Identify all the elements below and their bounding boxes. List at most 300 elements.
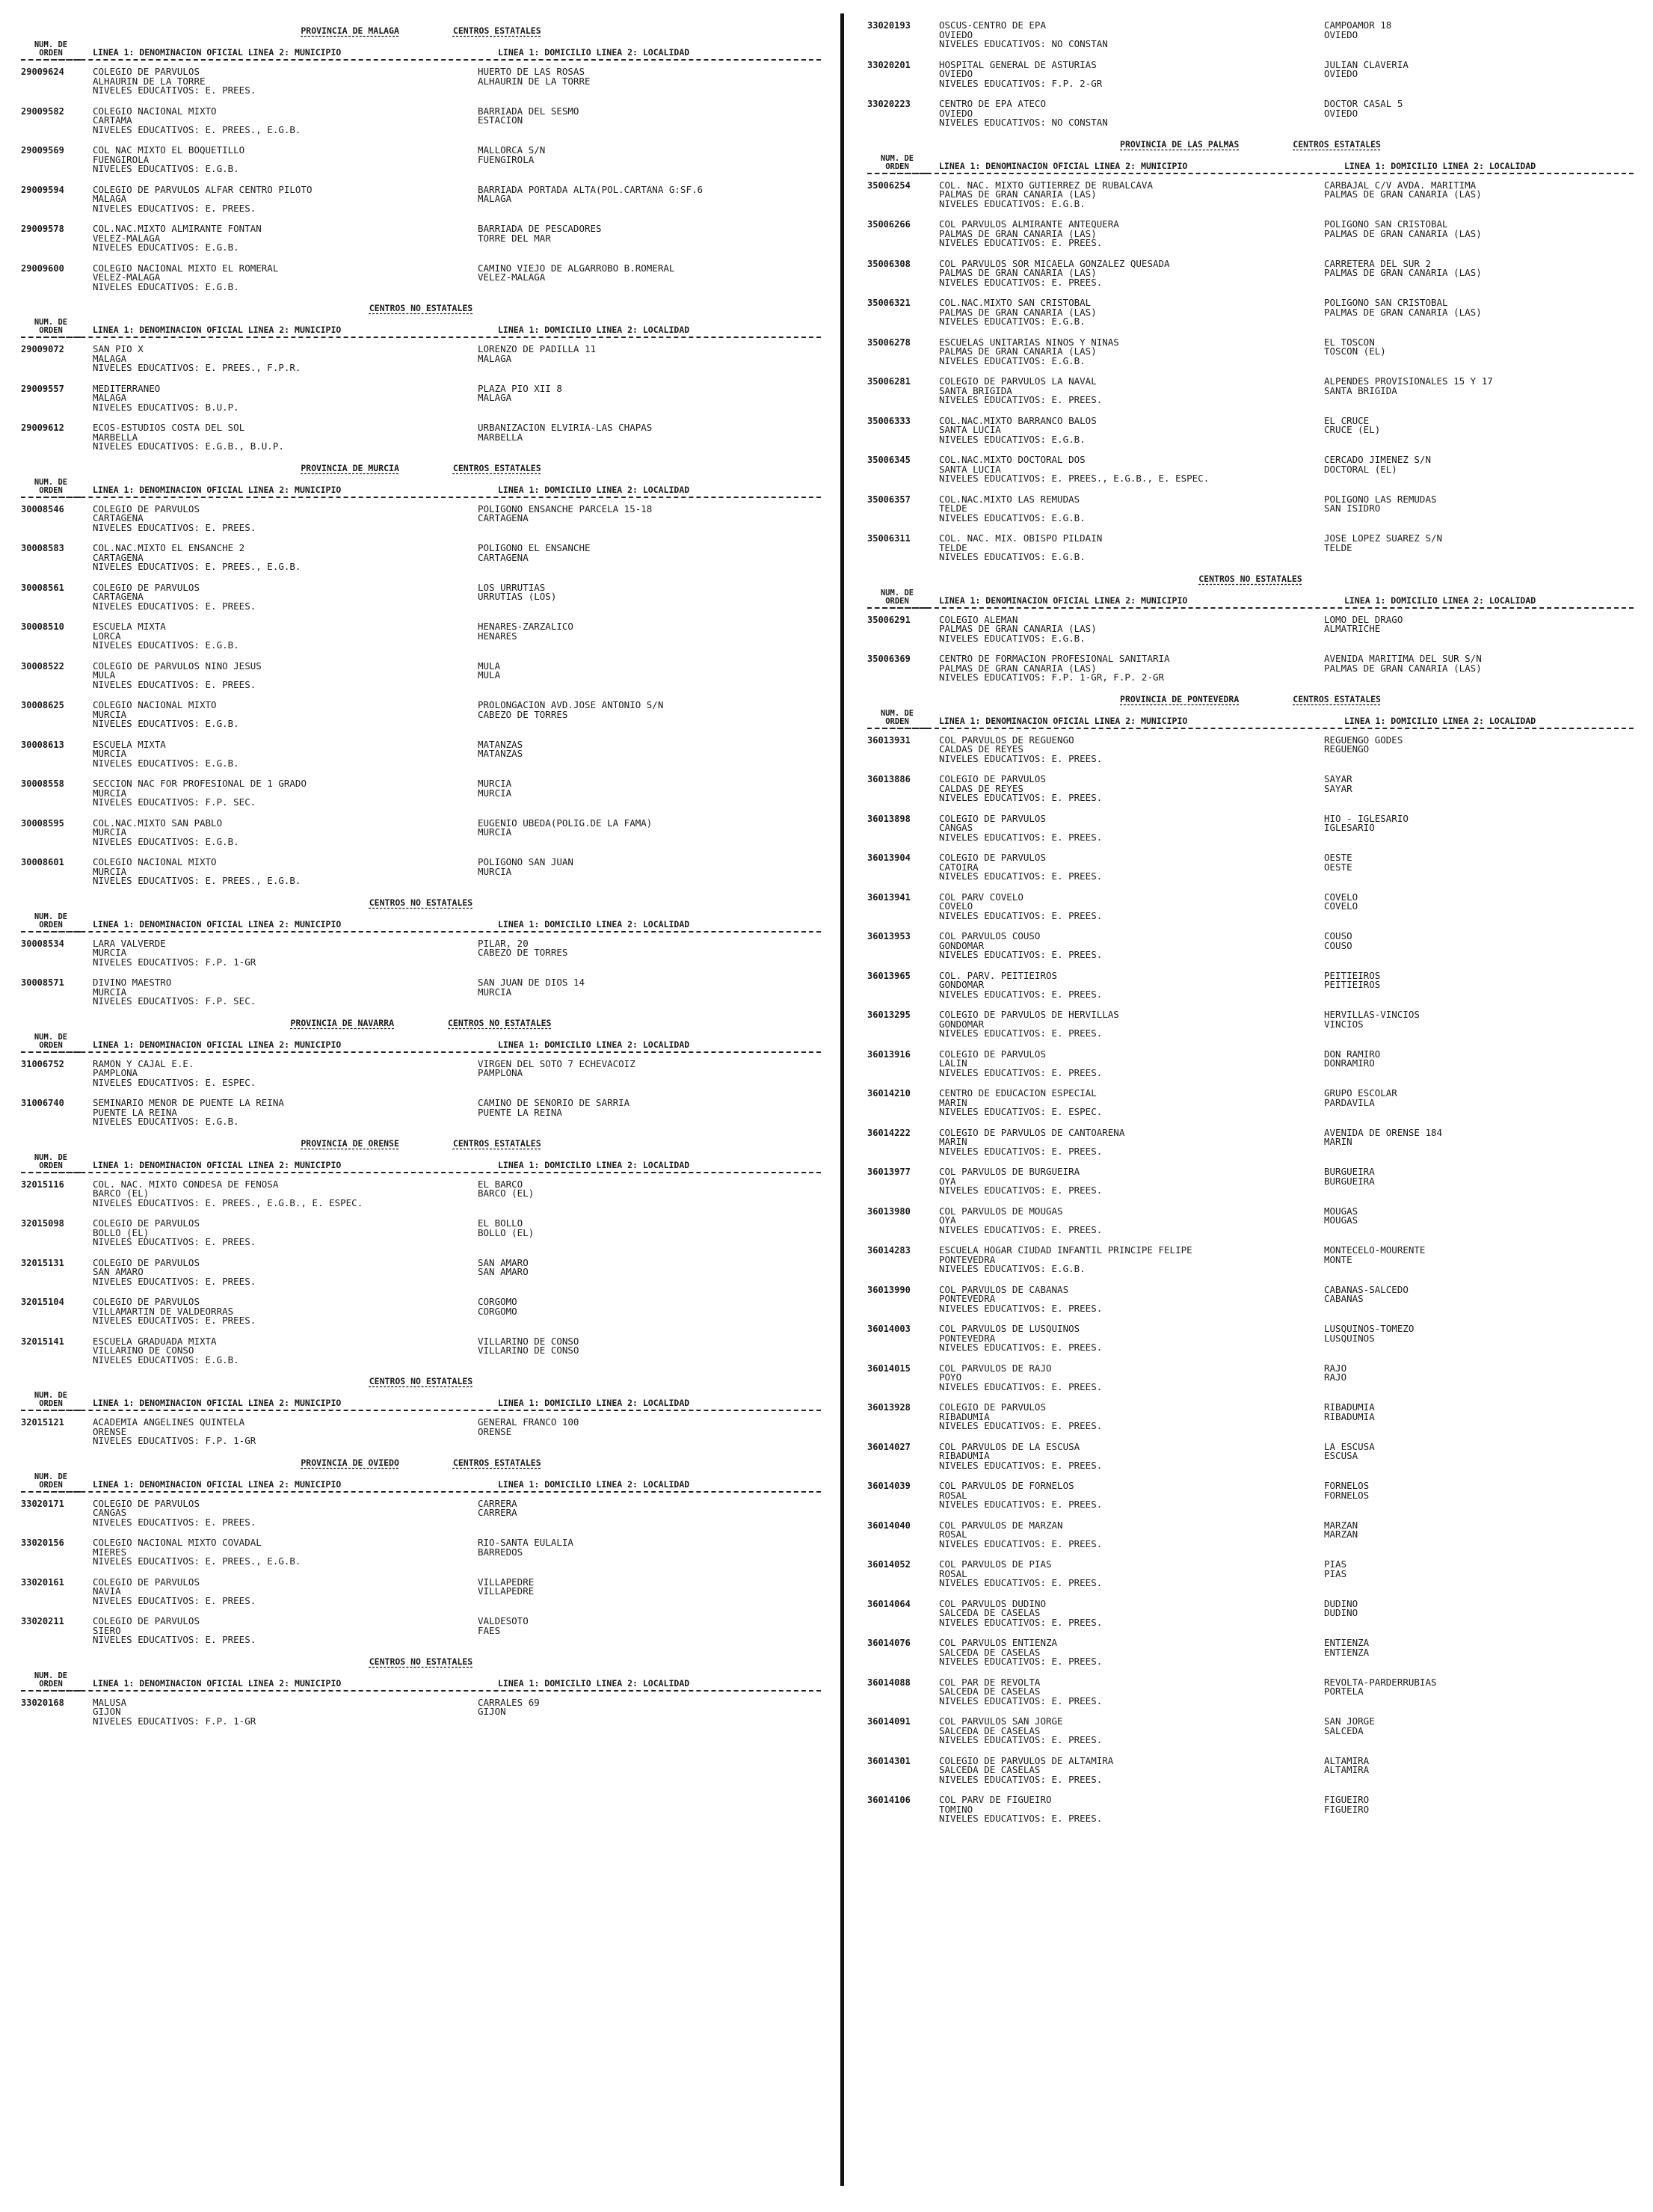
entry-niveles: NIVELES EDUCATIVOS: E.G.B. [939,513,1086,523]
entry-domicilio: POLIGONO SAN JUAN [478,858,573,867]
entry-niveles: NIVELES EDUCATIVOS: E. PREES. [939,1382,1103,1392]
school-entry [867,1403,1634,1431]
entry-name: COLEGIO DE PARVULOS DE HERVILLAS [939,1010,1119,1020]
entry-niveles: NIVELES EDUCATIVOS: E. PREES. [939,1343,1103,1353]
entry-niveles: NIVELES EDUCATIVOS: E. PREES. [939,1657,1103,1667]
entry-domicilio: LOMO DEL DRAGO [1324,615,1403,624]
entry-niveles: NIVELES EDUCATIVOS: E.G.B. [939,633,1086,643]
entry-localidad: ESTACION [478,116,523,126]
entry-denominacion [933,259,1324,288]
entry-denominacion [933,1324,1324,1353]
school-entry [21,1337,821,1365]
entry-domicilio: REVOLTA-PARDERRUBIAS [1324,1677,1437,1687]
entry-niveles: NIVELES EDUCATIVOS: E. PREES. [939,1422,1103,1431]
entry-address [478,67,821,96]
header-num-line2: ORDEN [885,716,909,726]
school-entry [867,1285,1634,1314]
entry-localidad: MALAGA [478,194,512,204]
header-num-line1: NUM. DE [34,40,68,49]
entry-name: COLEGIO DE PARVULOS [93,1297,200,1307]
school-entry [867,495,1634,523]
entry-code: 36014064 [867,1598,911,1609]
header-num-line1: NUM. DE [34,318,68,327]
entry-name: COL PARVULOS SOR MICAELA GONZALEZ QUESADA [939,259,1170,268]
entry-niveles: NIVELES EDUCATIVOS: E.G.B. [939,1265,1086,1274]
entry-municipio: MURCIA [93,749,127,759]
entry-name: COL PARV COVELO [939,892,1023,902]
province-section [21,1376,821,1446]
entry-niveles: NIVELES EDUCATIVOS: E. PREES. [939,911,1103,921]
school-entry [867,1167,1634,1196]
entry-niveles: NIVELES EDUCATIVOS: E. PREES. [939,1539,1103,1549]
entry-niveles: NIVELES EDUCATIVOS: E. PREES. [939,1775,1103,1784]
header-num-orden [867,710,927,729]
entry-domicilio: BARRIADA PORTADA ALTA(POL.CARTANA G:SF.6 [478,185,704,194]
section-title [867,139,1634,150]
entry-denominacion [87,224,478,253]
entry-localidad: LUSQUINOS [1324,1333,1375,1343]
entry-address [1324,181,1634,209]
entry-municipio: MALAGA [93,354,127,363]
entry-denominacion [87,1060,478,1088]
header-denominacion: LINEA 1: DENOMINACION OFICIAL LINEA 2: MUNICIPIO [93,1398,342,1408]
header-num-line1: NUM. DE [34,912,68,921]
entry-municipio: PUENTE LA REINA [93,1107,177,1117]
entry-domicilio: PIAS [1324,1560,1347,1570]
entry-code: 36014210 [867,1088,911,1099]
entry-address [1324,1717,1634,1745]
entry-name: ESCUELA MIXTA [93,740,166,749]
entry-localidad: URRUTIAS (LOS) [478,592,557,602]
entry-code: 36013886 [867,774,911,784]
school-entry [21,1418,821,1446]
entry-localidad: DOCTORAL (EL) [1324,464,1397,474]
entry-address [1324,932,1634,960]
entry-address [478,1499,821,1528]
header-num-line2: ORDEN [885,596,909,606]
section-rows [867,736,1634,1824]
entry-code: 35006333 [867,415,911,426]
entry-domicilio: EL CRUCE [1324,416,1370,425]
entry-address [1324,1443,1634,1471]
entry-code: 33020223 [867,99,911,109]
section-rows [21,1698,821,1727]
entry-niveles: NIVELES EDUCATIVOS: E. PREES. [939,950,1103,960]
entry-denominacion [933,1285,1324,1314]
entry-code: 36014076 [867,1638,911,1648]
school-entry [21,740,821,769]
entry-domicilio: FORNELOS [1324,1481,1370,1491]
entry-address [478,1538,821,1567]
school-entry [867,932,1634,960]
school-entry [21,505,821,533]
entry-denominacion [933,1364,1324,1392]
entry-address [478,978,821,1007]
province-name: PROVINCIA DE LAS PALMAS [1120,138,1240,150]
province-section [21,303,821,452]
entry-address [1324,61,1634,89]
entry-domicilio: BARRIADA DEL SESMO [478,106,579,116]
entry-name: COL PARVULOS DE PIAS [939,1560,1052,1570]
section-title [21,463,821,473]
entry-domicilio: POLIGONO ENSANCHE PARCELA 15-18 [478,504,653,514]
entry-code: 35006278 [867,337,911,348]
entry-name: COL PARVULOS DE FORNELOS [939,1481,1074,1491]
section-title [21,25,821,36]
entry-denominacion [933,1443,1324,1471]
header-num-orden [21,1473,81,1493]
entry-localidad: PALMAS DE GRAN CANARIA (LAS) [1324,229,1482,239]
entry-niveles: NIVELES EDUCATIVOS: E. PREES. [939,1068,1103,1078]
entry-domicilio: CARRERA [478,1499,517,1508]
entry-code: 33020211 [21,1616,64,1626]
school-entry [867,21,1634,49]
entry-code: 35006345 [867,455,911,465]
entry-code: 32015131 [21,1257,64,1268]
entry-municipio: PALMAS DE GRAN CANARIA (LAS) [939,663,1097,673]
entry-domicilio: OESTE [1324,853,1352,863]
entry-code: 35006291 [867,614,911,625]
entry-name: COLEGIO NACIONAL MIXTO [93,701,217,710]
entry-code: 32015104 [21,1297,64,1307]
school-entry [867,1560,1634,1588]
entry-address [478,662,821,690]
school-entry [21,544,821,572]
entry-name: COL.NAC.MIXTO ALMIRANTE FONTAN [93,224,262,234]
entry-name: MEDITERRANEO [93,384,161,393]
entry-name: SEMINARIO MENOR DE PUENTE LA REINA [93,1099,284,1108]
header-num-line2: ORDEN [39,485,63,495]
entry-code: 29009594 [21,184,64,195]
header-domicilio: LINEA 1: DOMICILIO LINEA 2: LOCALIDAD [498,325,690,335]
entry-code: 36014039 [867,1481,911,1491]
entry-denominacion [933,1403,1324,1431]
entry-localidad: MOUGAS [1324,1216,1358,1226]
entry-address [1324,1521,1634,1549]
entry-domicilio: MATANZAS [478,740,523,749]
entry-municipio: CARTAGENA [93,592,144,602]
entry-name: COL PARV DE FIGUEIRO [939,1795,1052,1805]
entry-code: 29009569 [21,145,64,156]
entry-localidad: FORNELOS [1324,1490,1370,1500]
entry-address [478,583,821,612]
province-name: PROVINCIA DE MURCIA [301,462,399,473]
entry-domicilio: MALLORCA S/N [478,146,546,156]
entry-municipio: PALMAS DE GRAN CANARIA (LAS) [939,229,1097,239]
entry-denominacion [933,814,1324,843]
entry-denominacion [933,775,1324,803]
entry-niveles: NIVELES EDUCATIVOS: F.P. 1-GR [93,1716,256,1726]
entry-localidad: DONRAMIRO [1324,1059,1375,1069]
entry-municipio: BARCO (EL) [93,1189,150,1199]
school-entry [21,1698,821,1727]
entry-domicilio: SAN JORGE [1324,1717,1375,1727]
header-num-orden [21,41,81,61]
province-section [867,21,1634,128]
entry-domicilio: GENERAL FRANCO 100 [478,1418,579,1428]
entry-municipio: LORCA [93,631,121,641]
entry-code: 29009072 [21,344,64,354]
entry-localidad: PALMAS DE GRAN CANARIA (LAS) [1324,307,1482,317]
entry-domicilio: CARRETERA DEL SUR 2 [1324,259,1431,268]
entry-domicilio: HUERTO DE LAS ROSAS [478,67,585,77]
school-entry [867,1521,1634,1549]
province-name: PROVINCIA DE PONTEVEDRA [1120,693,1240,704]
entry-denominacion [933,417,1324,445]
entry-code: 36014015 [867,1362,911,1374]
entry-code: 30008625 [21,700,64,710]
entry-niveles: NIVELES EDUCATIVOS: E. PREES. [93,1316,256,1326]
entry-name: RAMON Y CAJAL E.E. [93,1059,194,1069]
right-column [867,21,1634,2212]
entry-name: COLEGIO DE PARVULOS [93,1577,200,1587]
entry-name: COL.NAC.MIXTO EL ENSANCHE 2 [93,544,245,553]
school-entry [21,779,821,808]
entry-address [478,1337,821,1365]
entry-code: 32015116 [21,1179,64,1190]
header-num-orden [21,1154,81,1173]
entry-denominacion [933,893,1324,921]
column-header [21,41,821,61]
entry-code: 30008613 [21,739,64,750]
entry-localidad: BARREDOS [478,1547,523,1557]
entry-domicilio: ALPENDES PROVISIONALES 15 Y 17 [1324,377,1493,387]
column-header [21,479,821,498]
entry-localidad: TORRE DEL MAR [478,233,551,243]
school-entry [867,1207,1634,1235]
section-rows [21,939,821,1007]
entry-address [1324,1010,1634,1039]
entry-code: 30008601 [21,857,64,867]
column-header [21,1392,821,1411]
header-num-orden [21,913,81,933]
school-entry [21,146,821,174]
entry-address [478,544,821,572]
entry-domicilio: POLIGONO LAS REMUDAS [1324,494,1437,504]
entry-municipio: MURCIA [93,867,127,876]
entry-localidad: PARDAVILA [1324,1098,1375,1107]
entry-niveles: NIVELES EDUCATIVOS: E. PREES. [93,1635,256,1645]
left-column [21,21,821,2212]
entry-localidad: ALMATRICHE [1324,624,1381,634]
header-num-line1: NUM. DE [34,1671,68,1680]
entry-code: 33020201 [867,59,911,70]
entry-name: COLEGIO DE PARVULOS [939,1049,1046,1059]
entry-municipio: PALMAS DE GRAN CANARIA (LAS) [939,307,1097,317]
entry-code: 35006357 [867,494,911,505]
province-name: PROVINCIA DE NAVARRA [290,1017,394,1028]
entry-niveles: NIVELES EDUCATIVOS: E.G.B. [93,243,239,253]
entry-code: 29009612 [21,423,64,433]
entry-name: COL.NAC.MIXTO SAN CRISTOBAL [939,298,1092,308]
entry-address [1324,853,1634,882]
entry-denominacion [933,932,1324,960]
entry-domicilio: HERVILLAS-VINCIOS [1324,1010,1420,1020]
school-entry [867,298,1634,327]
entry-code: 29009578 [21,224,64,234]
province-name: PROVINCIA DE MALAGA [301,25,399,36]
entry-name: HOSPITAL GENERAL DE ASTURIAS [939,60,1097,70]
header-denominacion: LINEA 1: DENOMINACION OFICIAL LINEA 2: MUNICIPIO [939,715,1188,726]
entry-niveles: NIVELES EDUCATIVOS: E. PREES. [939,1186,1103,1196]
header-domicilio: LINEA 1: DOMICILIO LINEA 2: LOCALIDAD [1344,160,1536,171]
entry-address [1324,1364,1634,1392]
entry-localidad: VILLARINO DE CONSO [478,1346,579,1356]
entry-municipio: MALAGA [93,393,127,403]
entry-niveles: NIVELES EDUCATIVOS: F.P. 2-GR [939,79,1103,88]
entry-denominacion [87,740,478,769]
entry-localidad: MARIN [1324,1137,1352,1147]
entry-code: 36014283 [867,1245,911,1256]
entry-municipio: PONTEVEDRA [939,1255,996,1265]
section-title [867,694,1634,704]
header-num-line2: ORDEN [39,1040,63,1050]
entry-municipio: MARBELLA [93,432,138,442]
header-num-line1: NUM. DE [34,1472,68,1481]
entry-denominacion [87,423,478,452]
entry-denominacion [87,1538,478,1567]
entry-address [1324,455,1634,484]
entry-municipio: CARTAMA [93,116,132,126]
entry-denominacion [87,107,478,135]
school-entry [21,819,821,847]
entry-municipio: OYA [939,1216,956,1226]
school-entry [867,1795,1634,1824]
entry-address [1324,1207,1634,1235]
entry-code: 35006266 [867,219,911,230]
entry-municipio: SALCEDA DE CASELAS [939,1687,1041,1697]
entry-denominacion [933,495,1324,523]
entry-name: COL PARVULOS DE BURGUEIRA [939,1167,1080,1177]
entry-denominacion [933,1481,1324,1510]
entry-name: COLEGIO DE PARVULOS DE CANTOARENA [939,1128,1125,1137]
entry-denominacion [87,146,478,174]
entry-name: COL PARVULOS DUDINO [939,1599,1046,1609]
entry-domicilio: ENTIENZA [1324,1638,1370,1648]
school-entry [867,61,1634,89]
entry-niveles: NIVELES EDUCATIVOS: F.P. 1-GR, F.P. 2-GR [939,673,1165,683]
entry-address [478,701,821,729]
entry-municipio: VELEZ-MALAGA [93,273,161,283]
entry-denominacion [933,338,1324,366]
entry-localidad: MULA [478,671,501,681]
header-denominacion: LINEA 1: DENOMINACION OFICIAL LINEA 2: MUNICIPIO [939,160,1188,171]
entry-niveles: NIVELES EDUCATIVOS: E.G.B. [93,719,239,729]
entry-localidad: COVELO [1324,902,1358,912]
entry-localidad: BURGUEIRA [1324,1176,1375,1186]
entry-address [1324,1050,1634,1078]
entry-domicilio: POLIGONO SAN CRISTOBAL [1324,298,1448,308]
entry-code: 30008571 [21,977,64,988]
entry-address [1324,417,1634,445]
entry-niveles: NIVELES EDUCATIVOS: E. PREES. [93,1238,256,1247]
entry-domicilio: EL TOSCON [1324,337,1375,347]
entry-name: ECOS-ESTUDIOS COSTA DEL SOL [93,423,245,433]
entry-domicilio: AVENIDA MARITIMA DEL SUR S/N [1324,654,1482,664]
entry-localidad: BARCO (EL) [478,1189,535,1199]
header-num-line2: ORDEN [39,49,63,58]
entry-address [478,185,821,214]
column-header [21,1033,821,1053]
entry-name: COLEGIO DE PARVULOS [93,67,200,77]
entry-localidad: CABEZO DE TORRES [478,710,568,719]
entry-name: COL NAC MIXTO EL BOQUETILLO [93,146,245,156]
entry-niveles: NIVELES EDUCATIVOS: F.P. 1-GR [93,1437,256,1446]
section-rows [867,181,1634,562]
entry-name: ESCUELA GRADUADA MIXTA [93,1336,217,1346]
entry-municipio: PALMAS DE GRAN CANARIA (LAS) [939,347,1097,357]
entry-address [1324,1403,1634,1431]
school-entry [21,264,821,292]
entry-municipio: SALCEDA DE CASELAS [939,1766,1041,1775]
entry-niveles: NIVELES EDUCATIVOS: E. PREES. [939,1696,1103,1706]
school-entry [21,224,821,253]
header-denominacion: LINEA 1: DENOMINACION OFICIAL LINEA 2: MUNICIPIO [93,1677,342,1689]
entry-name: COL PARVULOS DE CABANAS [939,1285,1069,1294]
entry-niveles: NIVELES EDUCATIVOS: NO CONSTAN [939,40,1108,49]
entry-municipio: PALMAS DE GRAN CANARIA (LAS) [939,624,1097,634]
entry-denominacion [87,1180,478,1208]
entry-niveles: NIVELES EDUCATIVOS: E.G.B. [939,199,1086,209]
entry-denominacion [933,1757,1324,1785]
entry-address [478,505,821,533]
entry-localidad: MARBELLA [478,432,523,442]
entry-denominacion [87,1219,478,1247]
entry-address [478,1259,821,1287]
entry-code: 36013977 [867,1167,911,1177]
header-num-line2: ORDEN [39,1161,63,1170]
entry-denominacion [933,1167,1324,1196]
entry-localidad: PAMPLONA [478,1069,523,1078]
entry-address [1324,1560,1634,1588]
entry-name: ACADEMIA ANGELINES QUINTELA [93,1418,245,1428]
entry-municipio: TELDE [939,543,967,553]
province-section [867,139,1634,562]
entry-denominacion [87,1259,478,1287]
entry-localidad: MURCIA [478,828,512,838]
entry-name: COL.NAC.MIXTO SAN PABLO [93,818,223,828]
entry-code: 30008583 [21,543,64,553]
entry-denominacion [933,21,1324,49]
entry-niveles: NIVELES EDUCATIVOS: F.P. 1-GR [93,957,256,967]
entry-domicilio: BARRIADA DE PESCADORES [478,224,602,234]
entry-municipio: MURCIA [93,788,127,798]
entry-municipio: MULA [93,671,116,681]
entry-localidad: TOSCON (EL) [1324,347,1386,357]
school-entry [867,338,1634,366]
header-num-line1: NUM. DE [34,1152,68,1162]
entry-niveles: NIVELES EDUCATIVOS: E.G.B. [93,1355,239,1365]
entry-domicilio: JOSE LOPEZ SUAREZ S/N [1324,534,1443,544]
entry-code: 30008558 [21,778,64,789]
header-num-line1: NUM. DE [34,477,68,487]
entry-municipio: COVELO [939,902,973,912]
entry-name: COLEGIO DE PARVULOS [939,853,1046,863]
school-entry [21,345,821,373]
entry-address [1324,1678,1634,1706]
header-denominacion: LINEA 1: DENOMINACION OFICIAL LINEA 2: MUNICIPIO [93,1039,342,1050]
entry-denominacion [87,583,478,612]
entry-niveles: NIVELES EDUCATIVOS: E. PREES., E.G.B. [93,876,301,886]
entry-denominacion [87,67,478,96]
entry-domicilio: LORENZO DE PADILLA 11 [478,345,597,354]
entry-address [1324,338,1634,366]
entry-denominacion [933,736,1324,764]
entry-domicilio: MARZAN [1324,1520,1358,1530]
entry-address [478,1219,821,1247]
entry-code: 36014301 [867,1755,911,1766]
entry-name: COLEGIO DE PARVULOS [93,1219,200,1229]
